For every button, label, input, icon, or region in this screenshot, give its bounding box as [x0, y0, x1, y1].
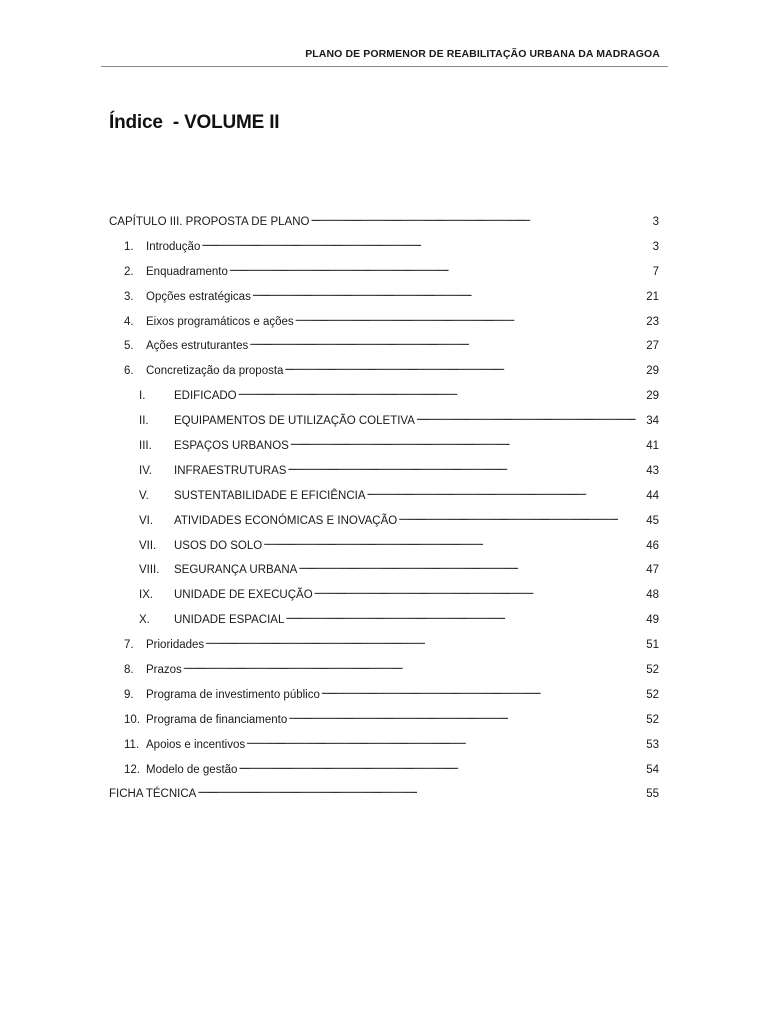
toc-entry-title: ESPAÇOS URBANOS: [174, 440, 289, 453]
toc-entry-page-number: 41: [646, 440, 659, 453]
dot-leader: [183, 661, 645, 673]
dot-leader: [229, 263, 652, 275]
toc-entry-page-number: 52: [646, 713, 659, 726]
toc-entry-title: Programa de financiamento: [146, 713, 288, 726]
toc-entry-number: 9.: [124, 688, 134, 701]
toc-entry-title: ATIVIDADES ECONÓMICAS E INOVAÇÃO: [174, 514, 398, 527]
toc-entry-number: VIII.: [139, 564, 160, 577]
toc-entry-number: 10.: [124, 713, 140, 726]
dot-leader: [398, 512, 645, 524]
toc-entry-title: Eixos programáticos e ações: [146, 315, 294, 328]
toc-entry-page-number: 29: [646, 365, 659, 378]
toc-entry[interactable]: [109, 313, 659, 338]
toc-entry[interactable]: [109, 487, 659, 512]
toc-entry-number: 8.: [124, 664, 134, 677]
toc-entry[interactable]: [109, 412, 659, 437]
toc-entry[interactable]: [109, 537, 659, 562]
toc-entry-title: INFRAESTRUTURAS: [174, 464, 287, 477]
toc-entry[interactable]: [109, 462, 659, 487]
toc-entry[interactable]: [109, 362, 659, 387]
toc-entry-number: 6.: [124, 365, 134, 378]
toc-entry-page-number: 46: [646, 539, 659, 552]
dot-leader: [288, 711, 645, 723]
toc-entry-number: VI.: [139, 514, 154, 527]
toc-entry-number: 7.: [124, 639, 134, 652]
toc-entry-title: Prazos: [146, 664, 182, 677]
dot-leader: [246, 736, 645, 748]
toc-entry-number: IX.: [139, 589, 154, 602]
toc-entry-page-number: 52: [646, 664, 659, 677]
toc-entry-title: Apoios e incentivos: [146, 738, 246, 751]
dot-leader: [287, 462, 645, 474]
toc-entry-title: USOS DO SOLO: [174, 539, 263, 552]
dot-leader: [284, 362, 645, 374]
toc-entry-title: SUSTENTABILIDADE E EFICIÊNCIA: [174, 489, 366, 502]
toc-entry-page-number: 53: [646, 738, 659, 751]
toc-entry-page-number: 3: [652, 240, 659, 253]
dot-leader: [298, 561, 645, 573]
toc-entry[interactable]: [109, 561, 659, 586]
dot-leader: [238, 761, 645, 773]
toc-entry-number: 5.: [124, 340, 134, 353]
table-of-contents: [109, 213, 659, 810]
toc-entry-title: SEGURANÇA URBANA: [174, 564, 298, 577]
toc-entry[interactable]: [109, 611, 659, 636]
toc-entry-title: EQUIPAMENTOS DE UTILIZAÇÃO COLETIVA: [174, 415, 415, 428]
dot-leader: [249, 337, 645, 349]
toc-entry-page-number: 23: [646, 315, 659, 328]
toc-entry-number: 3.: [124, 290, 134, 303]
toc-entry-title: CAPÍTULO III. PROPOSTA DE PLANO: [109, 216, 310, 228]
toc-entry[interactable]: [109, 736, 659, 761]
header-divider: [101, 66, 668, 67]
toc-entry-page-number: 44: [646, 489, 659, 502]
toc-entry[interactable]: [109, 711, 659, 736]
toc-entry-number: 2.: [124, 265, 134, 278]
toc-entry[interactable]: [109, 238, 659, 263]
toc-entry[interactable]: [109, 337, 659, 362]
toc-entry-title: Enquadramento: [146, 265, 228, 278]
toc-entry[interactable]: [109, 761, 659, 786]
toc-entry-page-number: 7: [652, 265, 659, 278]
dot-leader: [238, 387, 646, 399]
toc-entry-title: Programa de investimento público: [146, 688, 320, 701]
toc-entry-number: 12.: [124, 763, 140, 776]
dot-leader: [314, 586, 646, 598]
toc-entry-title: EDIFICADO: [174, 390, 237, 403]
toc-entry[interactable]: [109, 661, 659, 686]
toc-entry-page-number: 54: [646, 763, 659, 776]
toc-entry-title: Ações estruturantes: [146, 340, 249, 353]
dot-leader: [201, 238, 651, 250]
toc-entry-page-number: 49: [646, 614, 659, 627]
toc-entry-title: FICHA TÉCNICA: [109, 788, 197, 801]
dot-leader: [263, 537, 645, 549]
toc-entry-title: Introdução: [146, 240, 201, 253]
toc-entry-number: 4.: [124, 315, 134, 328]
dot-leader: [285, 611, 645, 623]
toc-entry-page-number: 52: [646, 688, 659, 701]
toc-entry-page-number: 45: [646, 514, 659, 527]
toc-entry-number: III.: [139, 440, 152, 453]
toc-entry-page-number: 27: [646, 340, 659, 353]
dot-leader: [321, 686, 645, 698]
toc-entry-number: I.: [139, 390, 146, 403]
toc-entry-number: 11.: [124, 738, 140, 751]
toc-entry-number: V.: [139, 489, 149, 502]
toc-entry-page-number: 43: [646, 464, 659, 477]
toc-entry-number: 1.: [124, 240, 134, 253]
toc-entry-page-number: 51: [646, 639, 659, 652]
dot-leader: [295, 313, 646, 325]
toc-entry[interactable]: [109, 586, 659, 611]
toc-entry-title: Modelo de gestão: [146, 763, 238, 776]
toc-entry[interactable]: [109, 387, 659, 412]
toc-entry-page-number: 48: [646, 589, 659, 602]
toc-entry-title: Prioridades: [146, 639, 205, 652]
dot-leader: [416, 412, 645, 424]
toc-entry-title: UNIDADE ESPACIAL: [174, 614, 285, 627]
toc-entry-page-number: 3: [652, 216, 659, 228]
toc-entry[interactable]: [109, 686, 659, 711]
toc-entry[interactable]: [109, 288, 659, 313]
toc-entry-page-number: 34: [646, 415, 659, 428]
toc-entry[interactable]: [109, 636, 659, 661]
running-header: PLANO DE PORMENOR DE REABILITAÇÃO URBANA DA MADRAGOA: [305, 48, 660, 60]
toc-entry[interactable]: [109, 512, 659, 537]
toc-entry-number: X.: [139, 614, 150, 627]
toc-entry-number: II.: [139, 415, 149, 428]
dot-leader: [197, 785, 645, 797]
toc-entry-title: Concretização da proposta: [146, 365, 284, 378]
toc-entry-number: IV.: [139, 464, 153, 477]
dot-leader: [290, 437, 645, 449]
toc-entry-number: VII.: [139, 539, 157, 552]
dot-leader: [367, 487, 646, 499]
toc-entry[interactable]: [109, 785, 659, 810]
toc-entry-page-number: 21: [646, 290, 659, 303]
toc-entry-page-number: 55: [646, 788, 659, 801]
dot-leader: [310, 213, 651, 225]
dot-leader: [252, 288, 645, 300]
toc-entry[interactable]: [109, 213, 659, 238]
dot-leader: [205, 636, 645, 648]
toc-entry[interactable]: [109, 437, 659, 462]
toc-entry[interactable]: [109, 263, 659, 288]
toc-entry-title: UNIDADE DE EXECUÇÃO: [174, 589, 313, 602]
toc-entry-page-number: 29: [646, 390, 659, 403]
page-title: Índice - VOLUME II: [109, 112, 280, 133]
toc-entry-page-number: 47: [646, 564, 659, 577]
toc-entry-title: Opções estratégicas: [146, 290, 251, 303]
